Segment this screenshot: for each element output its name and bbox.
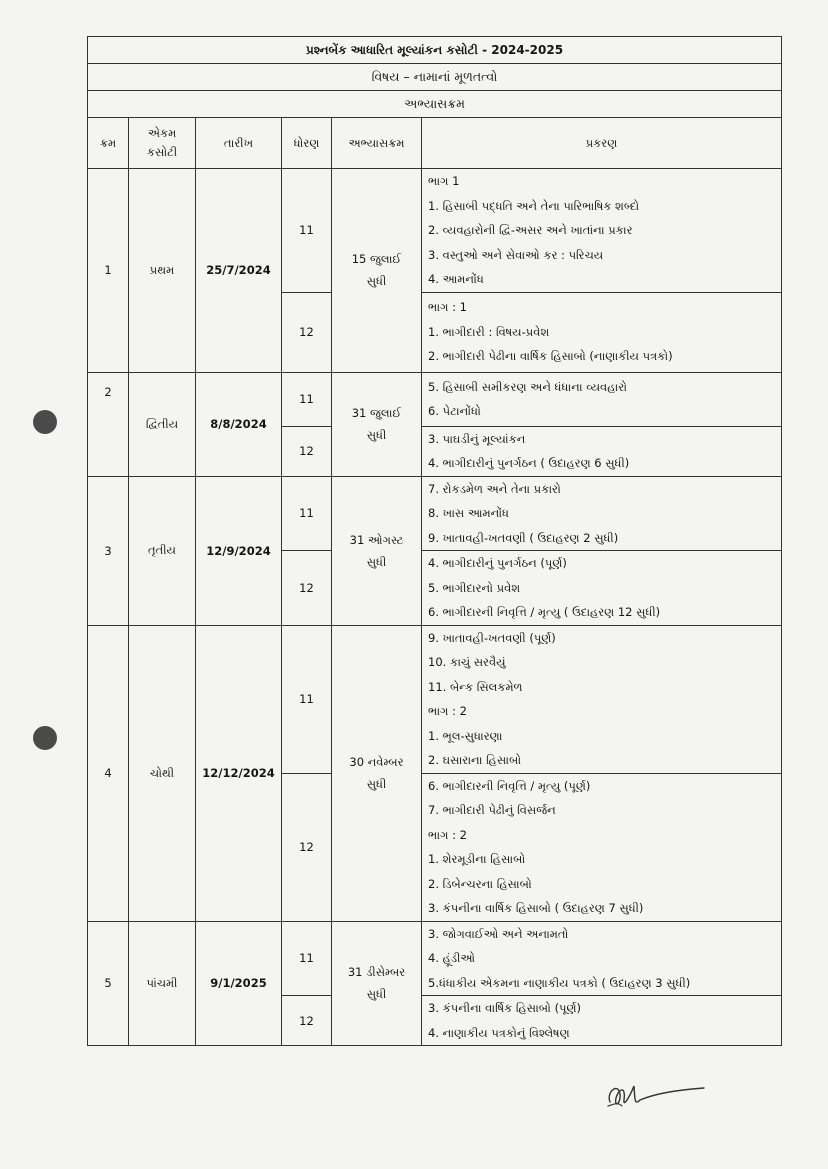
topic-item: 3. પાઘડીનું મૂલ્યાંકન <box>428 431 526 446</box>
syllabus-until <box>332 372 422 476</box>
syllabus-until <box>332 169 422 373</box>
topic-item: 5. હિસાબી સમીકરણ અને ધંધાના વ્યવહારો <box>428 379 628 394</box>
standard-11: 11 <box>282 476 332 551</box>
table-row <box>88 625 782 773</box>
topic-item: 6. ભાગીદારની નિવૃત્તિ / મૃત્યુ (પૂર્ણ) <box>428 778 591 793</box>
row-number: 3 <box>88 476 129 625</box>
topic-item: 2. ડિબેન્ચરના હિસાબો <box>428 876 532 891</box>
syllabus-date: 15 જુલાઈ <box>351 252 402 267</box>
topics-11 <box>422 625 782 773</box>
test-name: ચોથી <box>129 625 196 921</box>
syllabus-date: 30 નવેમ્બર <box>349 755 404 769</box>
syllabus-until <box>332 625 422 921</box>
topic-item: 4. આમનોંધ <box>428 272 484 286</box>
topic-item: 2. ઘસારાના હિસાબો <box>428 753 522 767</box>
topics-11 <box>422 169 782 293</box>
topic-item: 7. ભાગીદારી પેઢીનું વિસર્જન <box>428 803 556 817</box>
topic-item: 1. ભૂલ-સુધારણા <box>428 728 503 743</box>
topic-item: 4. ભાગીદારીનું પુનર્ગઠન (પૂર્ણ) <box>428 556 567 570</box>
table-row <box>88 476 782 551</box>
topic-item: 11. બેન્ક સિલકમેળ <box>428 679 523 694</box>
test-date: 12/12/2024 <box>196 625 282 921</box>
topic-item: 4. ભાગીદારીનું પુનર્ગઠન ( ઉદાહરણ 6 સુધી) <box>428 456 630 470</box>
punch-hole-top <box>33 410 57 434</box>
standard-12: 12 <box>282 551 332 626</box>
syllabus-suffix: સુધી <box>366 554 387 569</box>
header-prakaran: પ્રકરણ <box>422 118 782 169</box>
test-name: પાંચમી <box>129 921 196 1046</box>
topic-item: 10. કાચું સરવૈયું <box>428 655 506 669</box>
topic-item: 9. ખાતાવહી-ખતવણી ( ઉદાહરણ 2 સુધી) <box>428 530 619 545</box>
topic-item: 2. ભાગીદારી પેઢીના વાર્ષિક હિસાબો (નાણાકીય પત્રકો) <box>428 349 673 364</box>
topic-item: ભાગ : 2 <box>428 827 467 842</box>
test-date: 25/7/2024 <box>196 169 282 373</box>
topics-12 <box>422 292 782 372</box>
standard-12: 12 <box>282 773 332 921</box>
test-date: 12/9/2024 <box>196 476 282 625</box>
test-name: પ્રથમ <box>129 169 196 373</box>
syllabus-date: 31 જુલાઈ <box>351 406 402 420</box>
topic-item: 1. હિસાબી પદ્ધતિ અને તેના પારિભાષિક શબ્દો <box>428 198 640 213</box>
standard-11: 11 <box>282 625 332 773</box>
syllabus-table <box>87 36 782 1046</box>
topics-12 <box>422 996 782 1046</box>
topic-item: 1. ભાગીદારી : વિષય-પ્રવેશ <box>428 324 550 339</box>
topic-item: 6. પેટાનોંધો <box>428 404 481 418</box>
table-row <box>88 372 782 426</box>
row-number: 5 <box>88 921 129 1046</box>
topic-item: 4. હૂંડીઓ <box>428 951 476 965</box>
header-dhoran: ધોરણ <box>282 118 332 169</box>
syllabus-date: 31 ડીસેમ્બર <box>347 965 406 980</box>
syllabus-suffix: સુધી <box>366 428 387 442</box>
header-kram: ક્રમ <box>88 118 129 169</box>
topics-12 <box>422 426 782 476</box>
topic-item: 2. વ્યવહારોની દ્વિ-અસર અને ખાતાંના પ્રકાર <box>428 223 633 237</box>
topic-item: ભાગ : 2 <box>428 704 467 718</box>
topics-12 <box>422 773 782 921</box>
topics-12 <box>422 551 782 626</box>
standard-12: 12 <box>282 996 332 1046</box>
standard-11: 11 <box>282 169 332 293</box>
topic-item: 3. કંપનીના વાર્ષિક હિસાબો ( ઉદાહરણ 7 સુધી) <box>428 901 644 915</box>
topic-item: 5.ધંધાકીય એકમના નાણાકીય પત્રકો ( ઉદાહરણ 3 સુધી) <box>428 975 691 990</box>
topics-11 <box>422 476 782 551</box>
test-name: દ્વિતીય <box>129 372 196 476</box>
topic-item: 5. ભાગીદારનો પ્રવેશ <box>428 580 521 595</box>
topic-item: 4. નાણાકીય પત્રકોનું વિશ્લેષણ <box>428 1025 570 1040</box>
row-number: 1 <box>88 169 129 373</box>
row-number: 2 <box>88 372 129 476</box>
topics-11 <box>422 921 782 996</box>
syllabus-date: 31 ઓગસ્ટ <box>349 532 404 547</box>
test-name: તૃતીય <box>129 476 196 625</box>
topic-item: 6. ભાગીદારની નિવૃત્તિ / મૃત્યુ ( ઉદાહરણ 12 સુધી) <box>428 605 661 619</box>
test-date: 8/8/2024 <box>196 372 282 476</box>
standard-11: 11 <box>282 921 332 996</box>
syllabus-suffix: સુધી <box>366 274 387 289</box>
test-date: 9/1/2025 <box>196 921 282 1046</box>
topics-11 <box>422 372 782 426</box>
standard-12: 12 <box>282 426 332 476</box>
signature <box>604 1076 710 1116</box>
topic-item: 8. ખાસ આમનોંધ <box>428 506 509 520</box>
topic-item: 3. વસ્તુઓ અને સેવાઓ કર : પરિચય <box>428 247 604 262</box>
punch-hole-bottom <box>33 726 57 750</box>
topic-item: 3. કંપનીના વાર્ષિક હિસાબો (પૂર્ણ) <box>428 1001 582 1015</box>
topic-item: ભાગ : 1 <box>428 300 467 315</box>
standard-11: 11 <box>282 372 332 426</box>
document-title: પ્રશ્નબેંક આધારિત મૂલ્યાંકન કસોટી - 2024-2025 <box>88 37 782 64</box>
header-tarikh: તારીખ <box>196 118 282 169</box>
header-abhyaskram: અભ્યાસક્રમ <box>332 118 422 169</box>
table-row <box>88 921 782 996</box>
topic-item: 3. જોગવાઈઓ અને અનામતો <box>428 926 569 941</box>
topic-item: 7. રોકડમેળ અને તેના પ્રકારો <box>428 481 561 496</box>
section-title: અભ્યાસક્રમ <box>88 91 782 118</box>
table-row <box>88 169 782 293</box>
header-ekam-kasoti: એકમ કસોટી <box>129 118 196 169</box>
syllabus-until <box>332 476 422 625</box>
topic-item: ભાગ 1 <box>428 174 460 188</box>
row-number: 4 <box>88 625 129 921</box>
syllabus-until <box>332 921 422 1046</box>
standard-12: 12 <box>282 292 332 372</box>
subject-title: વિષય – નામાનાં મૂળતત્વો <box>88 64 782 91</box>
topic-item: 9. ખાતાવહી-ખતવણી (પૂર્ણ) <box>428 630 556 645</box>
syllabus-suffix: સુધી <box>366 987 387 1002</box>
syllabus-suffix: સુધી <box>366 777 387 791</box>
topic-item: 1. શેરમૂડીના હિસાબો <box>428 852 526 866</box>
